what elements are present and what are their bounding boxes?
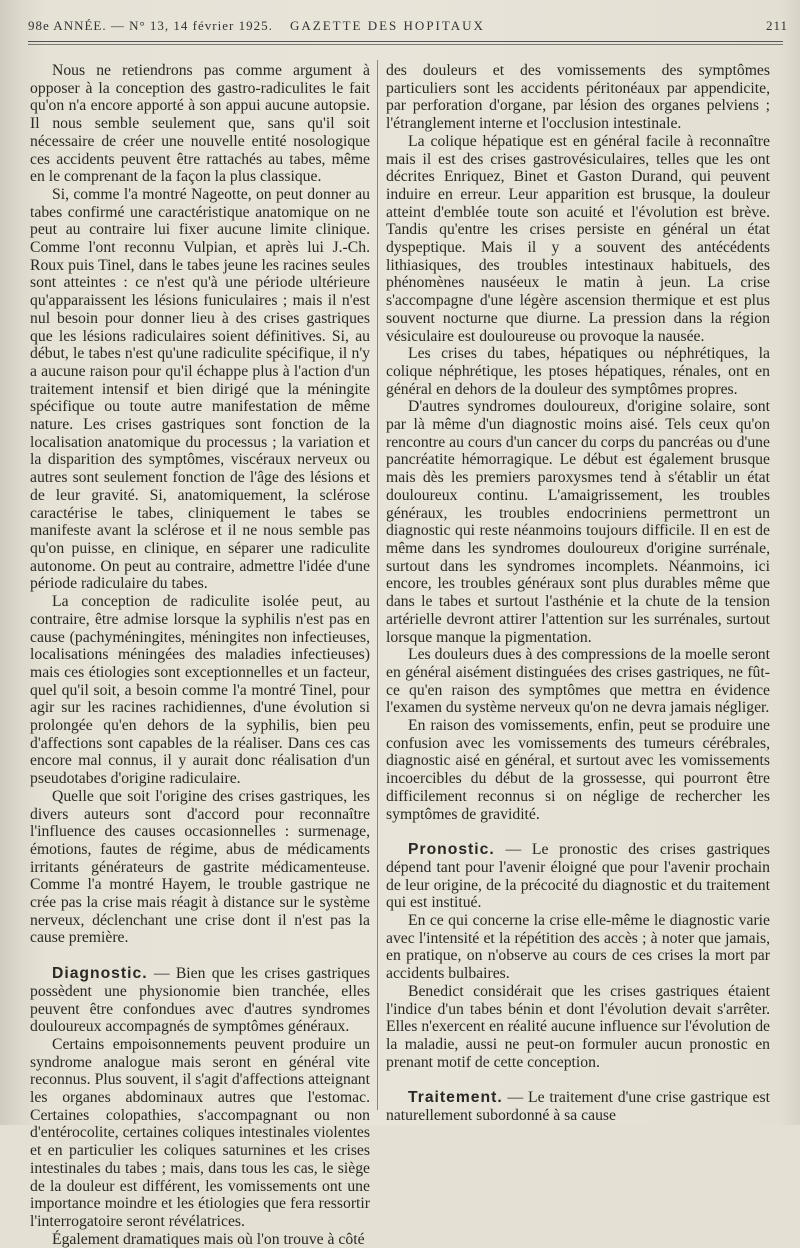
column-divider (377, 60, 378, 1110)
paragraph-text: En ce qui concerne la crise elle-même le diagnostic varie avec l'intensité et la répétition des accès ; à noter que jamais, en pratique, on n'observe au cours de ces crises la mort par accidents bulbaires. (386, 912, 770, 983)
running-header (28, 18, 788, 38)
paragraph (386, 62, 770, 133)
page-number: 211 (765, 18, 788, 33)
paragraph-text: D'autres syndromes douloureux, d'origine solaire, sont par là même d'un diagnostic moins aisé. Tels ceux qu'on rencontre au cours d'un cancer du corps du pancréas ou d'une pancréatite hémorragique. Le début est également brusque mais dès les premiers paroxysmes tend à s'établir un état douloureux continu. L'amaigrissement, les troubles généraux, les troubles endocriniens permettront un diagnostic qui reste néanmoins toujours difficile. Il en est de même dans les syndromes douloureux d'origine surrénale, surtout dans les syndromes incomplets. Néanmoins, ici encore, les troubles généraux sont plus durables même que dans le tabes et surtout l'asthénie et la chute de la tension artérielle devront attirer l'attention sur les surrénales, surtout lorsque manque la pigmentation. (386, 398, 770, 646)
section-heading: Traitement. (408, 1089, 503, 1107)
paragraph (386, 912, 770, 983)
paragraph (30, 186, 370, 593)
section-gap (386, 1071, 770, 1089)
paragraph-text: Nous ne retiendrons pas comme argument à opposer à la conception des gastro-radiculites le fait qu'on n'a encore apporté à son appui aucune autopsie. Il nous semble seulement que, sans qu'il soit nécessaire de créer une nouvelle entité nosologique ces accidents peuvent être rattachés au tabes, même en le comprenant de la façon la plus classique. (30, 62, 370, 186)
header-journal-title: GAZETTE DES HOPITAUX (290, 18, 485, 33)
header-rule (28, 41, 783, 42)
paragraph (30, 1231, 370, 1248)
paragraph-text: — Le traitement d'une crise gastrique est naturellement subordonné à sa cause (386, 1089, 770, 1125)
section-paragraph (30, 965, 370, 1036)
paragraph-text: Quelle que soit l'origine des crises gastriques, les divers auteurs sont d'accord pour reconnaître l'influence des causes occasionnelles : surmenage, émotions, fautes de régime, abus de médicaments irritants générateurs de gastrite médicamenteuse. Comme l'a montré Hayem, le trouble gastrique ne crée pas la crise mais réagit à distance sur le système nerveux, déclenchant une crise dont il n'est pas la cause première. (30, 787, 370, 947)
header-rule-secondary (28, 44, 783, 45)
paragraph (30, 593, 370, 788)
paragraph-text: des douleurs et des vomissements des symptômes particuliers sont les accidents péritonéaux par appendicite, par perforation d'organe, par lésion des organes pelviens ; l'étranglement interne et l'occlusion intestinale. (386, 62, 770, 133)
paragraph (30, 62, 370, 186)
paragraph (386, 717, 770, 823)
paragraph (386, 646, 770, 717)
header-issue: 98e ANNÉE. — N° 13, 14 février 1925. (28, 18, 273, 33)
section-paragraph (386, 841, 770, 912)
paragraph (386, 345, 770, 398)
section-heading: Diagnostic. (52, 965, 148, 983)
paragraph-text: En raison des vomissements, enfin, peut se produire une confusion avec les vomissements des tumeurs cérébrales, diagnostic aisé en général, et surtout avec les vomissements incoercibles du début de la grossesse, qui pourront être difficilement reconnus si on néglige de rechercher les symptômes de gravidité. (386, 717, 770, 823)
paragraph-text: Certains empoisonnements peuvent produire un syndrome analogue mais seront en général vite reconnus. Plus souvent, il s'agit d'affections atteignant les organes abdominaux autres que l'estomac. Certaines colopathies, s'accompagnant ou non d'entérocolite, certaines coliques intestinales violentes et en particulier les coliques saturnines et les crises intestinales du tabes ; mais, dans tous les cas, le siège de la douleur est différent, les vomissements ont une importance moindre et les étiologies que fera ressortir l'interrogatoire seront révélatrices. (30, 1035, 370, 1230)
paragraph-text: Les crises du tabes, hépatiques ou néphrétiques, la colique néphrétique, les ptoses hépatiques, rénales, ont en général en dehors de la douleur des symptômes propres. (386, 345, 770, 398)
right-column (386, 62, 770, 1125)
paragraph-text: La colique hépatique est en général facile à reconnaître mais il est des crises gastrovésiculaires, telles que les ont décrites Enriquez, Binet et Gaston Durand, qui peuvent induire en erreur. Leur apparition est brusque, la douleur atteint d'emblée toute son acuité et l'évolution est brève. Tandis qu'entre les crises persiste en général un état dyspeptique. Mais il y a souvent des antécédents lithiasiques, des troubles intestinaux habituels, des phénomènes nauséeux le matin à jeun. La crise s'accompagne d'une légère ascension thermique et est plus souvent nocturne que diurne. La pression dans la région vésiculaire est douloureuse ou provoque la nausée. (386, 132, 770, 345)
paragraph-text: La conception de radiculite isolée peut, au contraire, être admise lorsque la syphilis n'est pas en cause (pachyméningites, méningites non infectieuses, localisations méningées des maladies infectieuses) mais ces étiologies sont exceptionnelles et un facteur, quel qu'il soit, a besoin comme l'a montré Tinel, pour agir sur les racines rachidiennes, d'une évolution si prolongée qu'en dehors de la syphilis, bien peu d'affections sont capables de la réaliser. Dans ces cas encore mal connus, il y aurait donc réalisation d'un pseudotabes d'origine radiculaire. (30, 593, 370, 788)
section-gap (386, 823, 770, 841)
paragraph-text: Les douleurs dues à des compressions de la moelle seront en général aisément distinguées des crises gastriques, ne fût-ce qu'en raison des symptômes que mettra en évidence l'examen du système nerveux qu'on ne devra jamais négliger. (386, 646, 770, 717)
paragraph-text: Également dramatiques mais où l'on trouve à côté (52, 1230, 365, 1248)
paragraph (386, 983, 770, 1072)
paragraph-text: Benedict considérait que les crises gastriques étaient l'indice d'un tabes bénin et dont l'évolution devait s'arrêter. Elles n'exercent en réalité aucune influence sur l'évolution de la maladie, aussi ne peut-on formuler aucun pronostic en prenant motif de cette conception. (386, 982, 770, 1071)
paragraph (30, 788, 370, 947)
paragraph (386, 398, 770, 646)
section-heading: Pronostic. (408, 841, 495, 859)
left-column (30, 62, 370, 1248)
section-paragraph (386, 1089, 770, 1124)
paragraph (386, 133, 770, 345)
paragraph-text: — Le pronostic des crises gastriques dépend tant pour l'avenir éloigné que pour l'avenir prochain de leur origine, de la précocité du diagnostic et du traitement qui est institué. (386, 841, 770, 912)
paragraph-text: — Bien que les crises gastriques possèdent une physionomie bien tranchée, elles peuvent être confondues avec d'autres syndromes douloureux accompagnés de symptômes généraux. (30, 965, 370, 1036)
paragraph (30, 1036, 370, 1231)
paragraph-text: Si, comme l'a montré Nageotte, on peut donner au tabes confirmé une caractéristique anatomique on ne peut au contraire lui fixer aucune limite clinique. Comme l'ont reconnu Vulpian, et après lui J.-Ch. Roux puis Tinel, dans le tabes jeune les racines seules sont atteintes : ce n'est qu'à une période ultérieure qu'apparaissent les lésions funiculaires ; mais il n'est nul besoin pour donner lieu à des crises gastriques que les lésions radiculaires soient définitives. Si, au début, le tabes n'est qu'une radiculite spécifique, il n'y a aucune raison pour qu'il échappe plus à l'action d'un traitement intensif et bien dirigé que la méningite spécifique ou toute autre manifestation de même nature. Les crises gastriques sont fonction de la localisation anatomique du processus ; la variation et la disparition des symptômes, viscéraux nerveux ou autres sont seulement fonction de l'âge des lésions et de leur gravité. Si, anatomiquement, la sclérose caractérise le tabes, cliniquement le tabes se manifeste avant la sclérose et il ne nous semble pas qu'on puisse, en clinique, en séparer une radiculite autonome. On peut au contraire, admettre l'idée d'une période radiculaire du tabes. (30, 185, 370, 593)
section-gap (30, 947, 370, 965)
